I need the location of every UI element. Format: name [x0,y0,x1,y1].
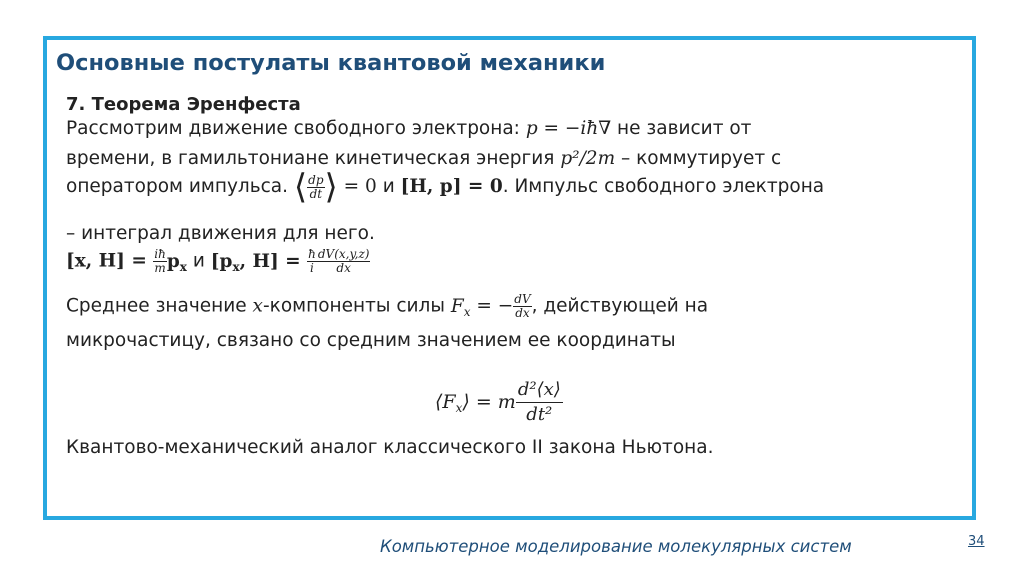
ih-numerator: iħ [154,247,166,261]
m-denominator: m [154,261,166,275]
kinetic-energy-formula: p²/2m [560,148,616,169]
equals-minus: = − [470,295,514,317]
formula-denominator: dt² [526,404,553,425]
dp-dt-numerator: dp [308,172,324,187]
footer-course-title: Компьютерное моделирование молекулярных систем [380,537,852,556]
line2-text: времени, в гамильтониане кинетическая энергия [66,148,561,169]
section-title: 7. Теорема Эренфеста [66,94,301,115]
dv-dx-fraction [317,248,371,275]
line6-tail: , действующей на [531,295,709,317]
i-denominator: i [310,261,314,275]
text-line-6 [66,293,708,320]
commutator-x-h: [x, H] = [66,250,154,272]
line1-text: Рассмотрим движение свободного электрона: [66,118,526,139]
hbar-numerator: ħ [308,247,316,261]
line3-text: оператором импульса. [66,176,294,197]
line3-and: и [376,176,401,197]
text-line-2 [66,148,781,169]
force-symbol: $F_x$ [450,295,471,319]
line1-tail: не зависит от [611,118,752,139]
line6-text: Среднее значение [66,295,253,317]
force-fraction [513,293,531,320]
dv-numerator: dV(x,y,z) [317,247,370,261]
dp-dt-fraction [307,174,324,201]
text-line-4: – интеграл движения для него. [66,223,375,244]
dp-dt-denominator: dt [309,186,323,201]
formula-lhs: $⟨F_x⟩ = m$ [435,390,516,415]
text-line-7: микрочастицу, связано со средним значением ее координаты [66,330,676,351]
line6-mid: -компоненты силы [262,295,451,317]
line5-and: и [186,250,211,272]
equals-zero: = 0 [337,176,377,197]
px-symbol: $p_x$ [166,250,187,274]
formula-fraction [516,378,563,427]
ih-over-m-fraction [153,248,167,275]
commutator-h-p: [H, p] = 0 [400,176,503,197]
x-variable: x [252,295,263,317]
text-line-1 [66,118,751,139]
ehrenfest-formula [435,378,563,427]
page-number: 34 [968,534,985,549]
commutators-line [66,248,370,275]
hbar-over-i-fraction [307,248,317,275]
formula-numerator: d²⟨x⟩ [516,378,563,403]
text-line-3 [66,167,825,207]
text-line-8: Квантово-механический аналог классического II закона Ньютона. [66,437,714,458]
commutator-px-h: [$p_x$, H] = [210,250,308,274]
force-denominator: dx [515,306,530,320]
line3-tail: . Импульс свободного электрона [502,176,825,197]
left-angle-bracket: ⟨ [293,167,308,207]
slide-title: Основные постулаты квантовой механики [56,50,606,76]
force-numerator: dV [514,292,531,306]
line2-tail: – коммутирует с [615,148,782,169]
momentum-operator-formula: p = −iħ∇ [525,118,612,139]
right-angle-bracket: ⟩ [324,167,338,207]
dx-denominator: dx [336,261,351,275]
